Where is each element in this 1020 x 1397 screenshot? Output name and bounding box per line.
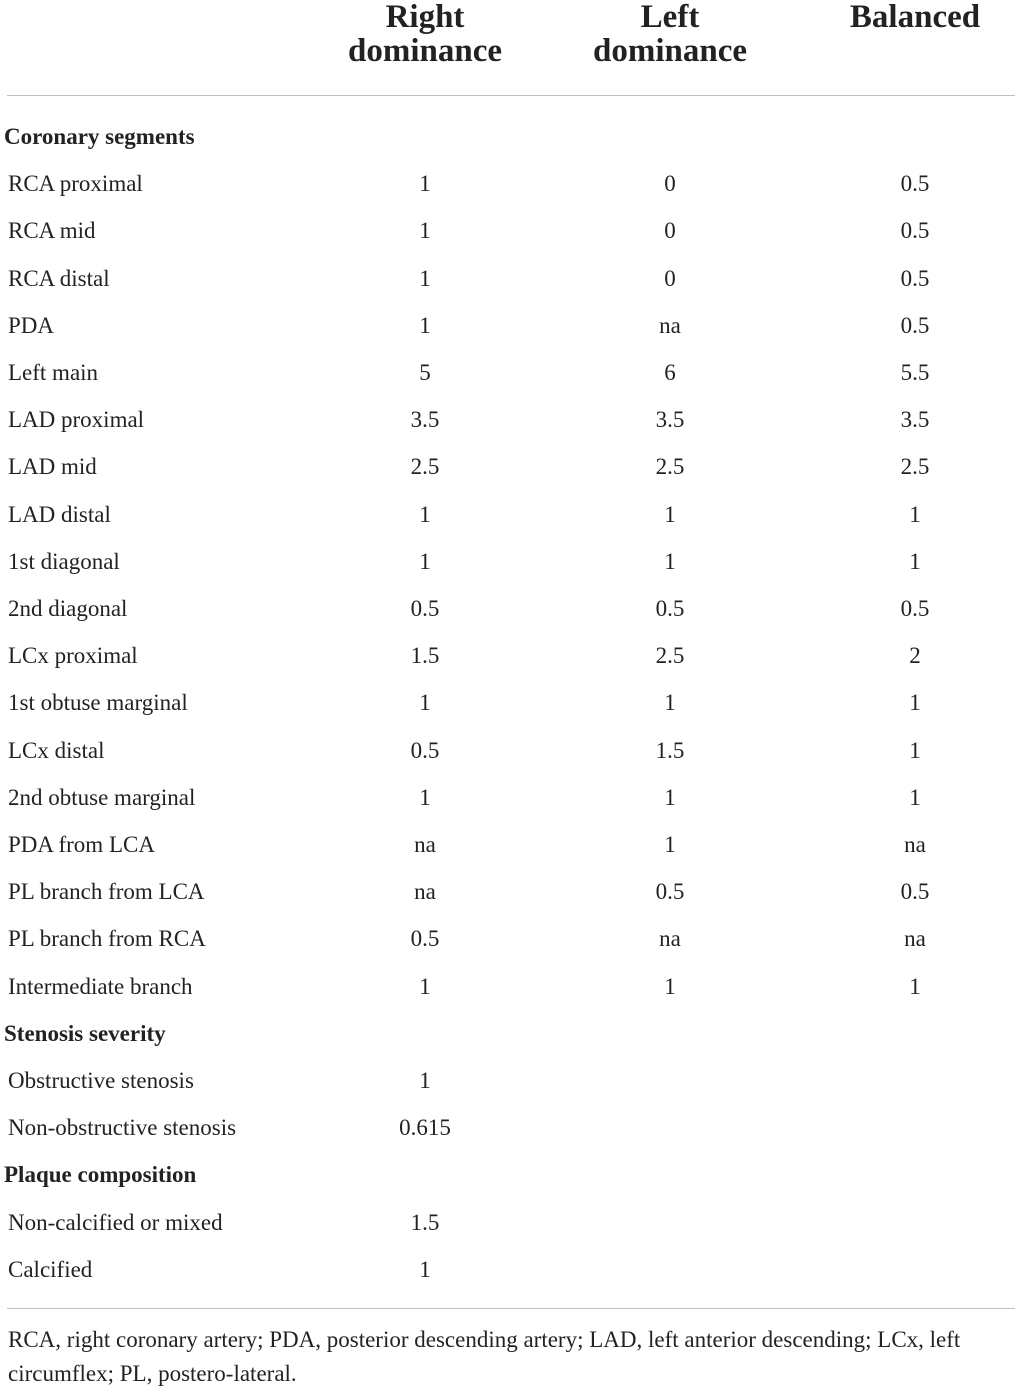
header-text: Left [640,0,700,35]
row-label: LCx distal [8,737,105,763]
cell-balanced: 1 [909,501,921,527]
cell-right-dominance: 1.5 [410,643,440,669]
cell-right-dominance: 1 [419,1256,431,1282]
cell-right-dominance: 1 [419,1068,431,1093]
table-row [0,727,1020,774]
row-label: LCx proximal [8,643,138,669]
row-label: Calcified [8,1256,93,1282]
header-text: Right [385,0,465,35]
row-label: PL branch from LCA [8,879,205,905]
cell-right-dominance: 1.5 [410,1209,440,1235]
row-label: 2nd diagonal [8,596,128,621]
cell-balanced: 1 [909,973,921,999]
row-label: Obstructive stenosis [8,1068,194,1093]
cell-right-dominance: 5 [419,360,431,385]
cell-balanced: na [904,926,926,952]
cell-left-dominance: 3.5 [655,407,685,433]
cell-left-dominance: 1.5 [655,737,685,763]
row-label: RCA distal [8,265,110,291]
row-label: Non-obstructive stenosis [8,1115,237,1141]
cell-balanced: 0.5 [900,265,930,291]
cell-balanced: 0.5 [900,218,930,244]
cell-left-dominance: na [659,926,681,952]
table-row [0,915,1020,962]
header-text: dominance [347,33,502,69]
table-row [0,821,1020,868]
table-row [0,963,1020,1010]
cell-balanced: 1 [909,737,921,763]
cell-left-dominance: 1 [664,784,676,810]
cell-balanced: 3.5 [900,407,930,433]
row-label: 1st obtuse marginal [8,690,188,716]
cell-balanced: 0.5 [900,171,930,197]
row-label: 2nd obtuse marginal [8,784,196,810]
cell-right-dominance: 1 [419,171,431,197]
row-label: PDA [8,312,55,338]
cell-right-dominance: 1 [419,690,431,716]
cell-right-dominance: 0.5 [410,737,440,763]
cell-left-dominance: 6 [664,360,676,385]
cell-left-dominance: 1 [664,690,676,716]
table-row [0,255,1020,302]
table-row [0,585,1020,632]
section-header-row [0,1151,1020,1198]
cell-left-dominance: 0 [664,265,676,291]
cell-balanced: 2 [909,643,921,669]
table-row [0,302,1020,349]
row-label: LAD distal [8,501,111,527]
row-label: PL branch from RCA [8,926,206,952]
table-row [0,207,1020,254]
cell-balanced: 0.5 [900,879,930,905]
cell-right-dominance: na [414,879,436,905]
table-row [0,396,1020,443]
cell-left-dominance: 1 [664,973,676,999]
cell-right-dominance: 1 [419,501,431,527]
cell-right-dominance: 0.5 [410,926,440,952]
cell-balanced: 0.5 [900,312,930,338]
cell-balanced: 1 [909,548,921,574]
table-row [0,632,1020,679]
cell-left-dominance: 0.5 [655,879,685,905]
bottom-divider [7,1308,1015,1309]
cell-left-dominance: 0.5 [655,596,685,621]
cell-balanced: 1 [909,690,921,716]
footnote: RCA, right coronary artery; PDA, posterior descending artery; LAD, left anterior descending; LCx, left circumflex; PL, postero-lateral. [8,1327,961,1386]
cell-left-dominance: 1 [664,832,676,857]
row-label: Left main [8,360,99,385]
section-title: Coronary segments [4,124,195,149]
row-label: Non-calcified or mixed [8,1209,223,1235]
header-right-dominance [325,0,525,68]
table-row [0,1246,1020,1293]
cell-left-dominance: 1 [664,548,676,574]
row-label: RCA mid [8,218,96,244]
table-row [0,1199,1020,1246]
row-label: LAD mid [8,454,97,480]
cell-right-dominance: 1 [419,973,431,999]
row-label: LAD proximal [8,407,145,433]
cell-right-dominance: 1 [419,548,431,574]
table-row [0,349,1020,396]
table-row [0,160,1020,207]
cell-balanced: 0.5 [900,596,930,621]
cell-right-dominance: 0.615 [399,1115,451,1141]
table-row [0,491,1020,538]
cell-left-dominance: na [659,312,681,338]
table-row [0,774,1020,821]
cell-balanced: na [904,832,926,857]
row-label: RCA proximal [8,171,143,197]
cell-left-dominance: 1 [664,501,676,527]
table-row [0,1104,1020,1151]
section-title: Plaque composition [4,1162,197,1188]
cell-left-dominance: 0 [664,171,676,197]
cell-right-dominance: 2.5 [410,454,440,480]
header-left-dominance [570,0,770,68]
row-label: PDA from LCA [8,832,155,857]
table-row [0,443,1020,490]
top-divider [7,95,1015,96]
row-label: 1st diagonal [8,548,120,574]
cell-right-dominance: 3.5 [410,407,440,433]
cell-balanced: 1 [909,784,921,810]
section-title: Stenosis severity [4,1020,166,1046]
section-header-row [0,113,1020,160]
table-row [0,679,1020,726]
cell-right-dominance: 1 [419,312,431,338]
row-label: Intermediate branch [8,973,193,999]
cell-left-dominance: 2.5 [655,454,685,480]
header-text: Balanced [849,0,981,35]
header-text: dominance [592,33,747,69]
header-balanced [815,0,1015,34]
table-row [0,868,1020,915]
section-header-row [0,1010,1020,1057]
cell-left-dominance: 2.5 [655,643,685,669]
cell-balanced: 2.5 [900,454,930,480]
cell-right-dominance: 1 [419,265,431,291]
cell-right-dominance: na [414,832,436,857]
cell-balanced: 5.5 [900,360,930,385]
cell-right-dominance: 0.5 [410,596,440,621]
cell-right-dominance: 1 [419,784,431,810]
table-row [0,1057,1020,1104]
table-row [0,538,1020,585]
cell-left-dominance: 0 [664,218,676,244]
cell-right-dominance: 1 [419,218,431,244]
